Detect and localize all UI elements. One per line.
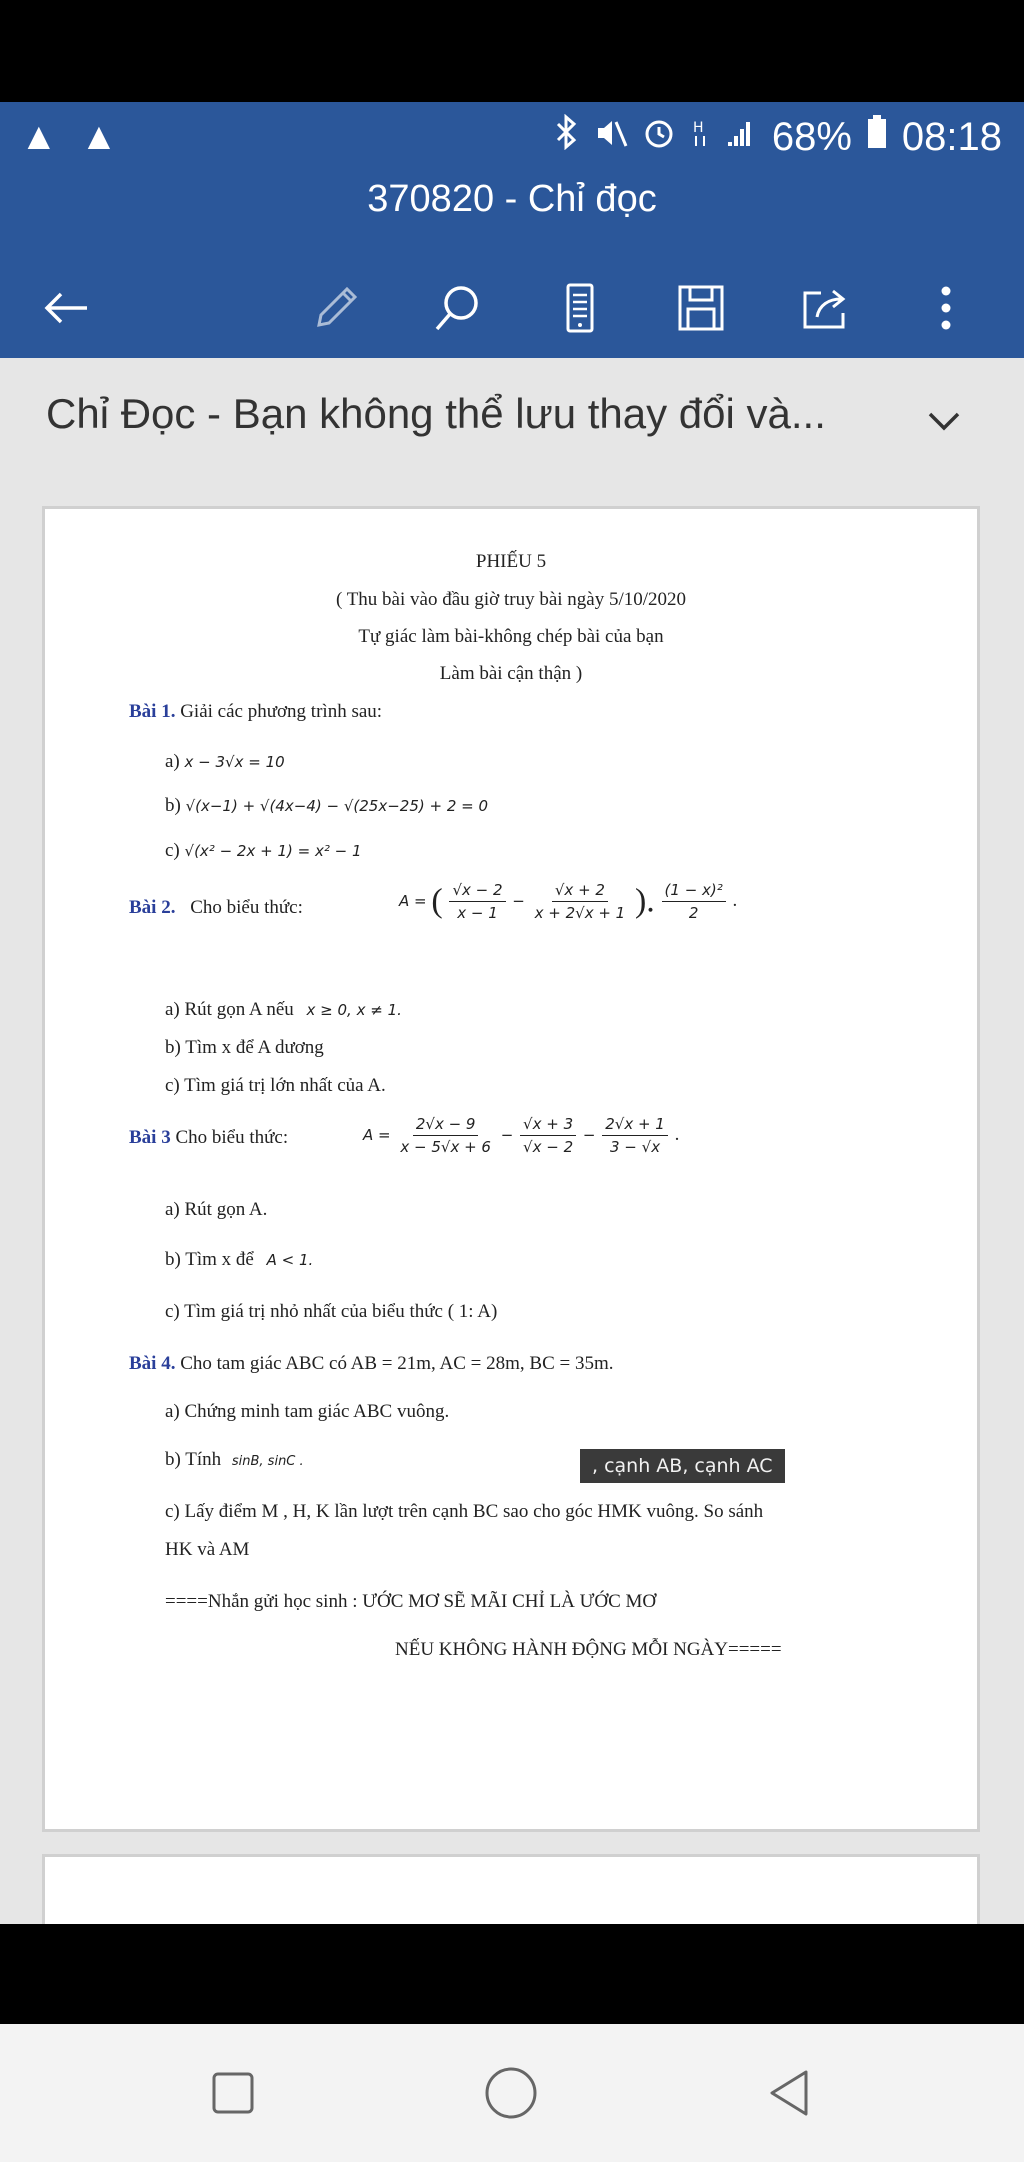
- doc-subtitle-2: Tự giác làm bài-không chép bài của bạn: [358, 626, 664, 647]
- bai4-a: a) Chứng minh tam giác ABC vuông.: [165, 1401, 450, 1422]
- bottom-black-bar: [0, 1924, 1024, 2024]
- bai3-f1-den: x − 5√x + 6: [400, 1138, 491, 1156]
- bai2-minus: −: [512, 891, 525, 910]
- bai2-f3-num: (1 − x)²: [662, 881, 726, 902]
- bai3-f2-num: √x + 3: [520, 1115, 576, 1136]
- bai2-heading: [129, 897, 303, 919]
- bai3-b: [165, 1249, 313, 1271]
- bai4-b: [165, 1449, 304, 1471]
- document-view[interactable]: [0, 486, 1024, 1924]
- bai2-frac-1: [449, 881, 505, 922]
- alarm-icon: [642, 115, 676, 160]
- doc-title: PHIẾU 5: [475, 551, 547, 572]
- warning-icons: ▲ ▲: [20, 116, 124, 158]
- network-type-icon: [690, 115, 710, 160]
- bai3-text: Cho biểu thức:: [175, 1127, 289, 1148]
- search-button[interactable]: [418, 268, 498, 348]
- read-only-banner[interactable]: [0, 358, 1024, 488]
- bai4-b-text: b) Tính: [165, 1449, 222, 1470]
- status-bar: [0, 102, 1024, 170]
- bai1-c-label: c): [165, 840, 180, 861]
- more-options-button[interactable]: [906, 268, 986, 348]
- bai4-c-line1: c) Lấy điểm M , H, K lần lượt trên cạnh BC sao cho góc HMK vuông. So sánh: [165, 1501, 764, 1522]
- bai2-lhs: A =: [399, 891, 427, 910]
- bai2-c: c) Tìm giá trị lớn nhất của A.: [165, 1075, 386, 1096]
- bai4-b-expr: sinB, sinC .: [231, 1454, 304, 1469]
- bai3-c: c) Tìm giá trị nhỏ nhất của biểu thức ( 1: A): [165, 1301, 498, 1322]
- battery-icon: [866, 114, 888, 160]
- mobile-view-button[interactable]: [540, 268, 620, 348]
- overlay-annotation: , cạnh AB, cạnh AC: [580, 1449, 785, 1483]
- bai3-expression: [363, 1115, 679, 1156]
- bai2-a-text: a) Rút gọn A nếu: [165, 999, 294, 1020]
- bai2-b: b) Tìm x để A dương: [165, 1037, 324, 1058]
- bai3-b-cond: A < 1.: [266, 1251, 314, 1269]
- banner-text: Chỉ Đọc - Bạn không thể lưu thay đổi và...: [46, 390, 826, 437]
- bai1-b: [165, 795, 488, 817]
- clock-time: 08:18: [901, 114, 1002, 159]
- bai2-f3-den: 2: [688, 904, 699, 922]
- bai2-text: Cho biểu thức:: [190, 897, 303, 918]
- bai2-a-cond: x ≥ 0, x ≠ 1.: [306, 1001, 402, 1019]
- chevron-down-icon[interactable]: [924, 400, 964, 440]
- toolbar: [0, 268, 1024, 348]
- bai1-b-label: b): [165, 795, 181, 816]
- bai1-c: [165, 840, 361, 862]
- bai4-text: Cho tam giác ABC có AB = 21m, AC = 28m, BC = 35m.: [180, 1353, 614, 1374]
- save-button[interactable]: [661, 268, 741, 348]
- bai2-f1-num: √x − 2: [449, 881, 505, 902]
- bai2-paren-close: ).: [634, 882, 655, 920]
- bai4-label: Bài 4.: [129, 1353, 176, 1374]
- bai1-b-expr: √(x−1) + √(4x−4) − √(25x−25) + 2 = 0: [185, 797, 489, 815]
- more-vertical-icon: [917, 279, 975, 337]
- bai3-lhs: A =: [363, 1125, 391, 1144]
- bai1-a-label: a): [165, 751, 180, 772]
- pencil-icon: [307, 279, 365, 337]
- document-page-2: [42, 1854, 980, 1924]
- bai3-f3-num: 2√x + 1: [602, 1115, 668, 1136]
- closing-line-1: ====Nhắn gửi học sinh : ƯỚC MƠ SẼ MÃI CHỈ LÀ ƯỚC MƠ: [165, 1591, 657, 1612]
- share-icon: [797, 279, 855, 337]
- status-right: [554, 114, 1002, 160]
- bai2-paren-open: (: [431, 882, 443, 920]
- battery-percent: 68%: [771, 114, 852, 159]
- share-button[interactable]: [786, 268, 866, 348]
- edit-button[interactable]: [296, 268, 376, 348]
- bluetooth-icon: [554, 114, 580, 160]
- bai4-c-line2: HK và AM: [165, 1539, 250, 1560]
- bai2-f2-den: x + 2√x + 1: [534, 904, 626, 922]
- bai3-heading: [129, 1127, 288, 1149]
- bai2-frac-3: [662, 881, 726, 922]
- bai3-period: .: [674, 1123, 680, 1145]
- signal-icon: [724, 115, 758, 160]
- bai1-c-expr: √(x² − 2x + 1) = x² − 1: [184, 842, 362, 860]
- mute-icon: [594, 115, 628, 160]
- app-bar: [0, 170, 1024, 358]
- document-page: [42, 506, 980, 1832]
- back-triangle-icon[interactable]: [762, 2066, 816, 2120]
- bai3-f1-num: 2√x − 9: [413, 1115, 479, 1136]
- bai2-period: .: [732, 889, 738, 911]
- bai3-b-text: b) Tìm x để: [165, 1249, 254, 1270]
- save-icon: [672, 279, 730, 337]
- bai1-label: Bài 1.: [129, 701, 176, 722]
- bai2-frac-2: [532, 881, 629, 922]
- bai1-a-expr: x − 3√x = 10: [184, 753, 285, 771]
- closing-line-2: NẾU KHÔNG HÀNH ĐỘNG MỖI NGÀY=====: [395, 1639, 782, 1660]
- bai2-f1-den: x − 1: [457, 904, 498, 922]
- back-button[interactable]: [26, 268, 106, 348]
- bai3-a: a) Rút gọn A.: [165, 1199, 268, 1220]
- bai3-frac-1: [397, 1115, 494, 1156]
- bai4-heading: [129, 1353, 613, 1375]
- svg-text:H: H: [692, 119, 704, 136]
- doc-subtitle-1: ( Thu bài vào đầu giờ truy bài ngày 5/10/2020: [335, 589, 687, 610]
- bai2-expression: [399, 881, 737, 922]
- bai2-a: [165, 999, 402, 1021]
- bai3-f2-den: √x − 2: [523, 1138, 574, 1156]
- search-icon: [429, 279, 487, 337]
- bai3-f3-den: 3 − √x: [609, 1138, 661, 1156]
- bai3-label: Bài 3: [129, 1127, 171, 1148]
- bai3-minus-2: −: [582, 1125, 596, 1144]
- navigation-bar: [0, 2024, 1024, 2162]
- doc-subtitle-3: Làm bài cận thận ): [439, 663, 583, 684]
- back-arrow-icon: [37, 279, 95, 337]
- bai3-frac-3: [602, 1115, 668, 1156]
- document-title: 370820 - Chỉ đọc: [367, 178, 657, 220]
- top-black-bar: [0, 0, 1024, 102]
- home-circle-icon[interactable]: [484, 2066, 538, 2120]
- bai2-label: Bài 2.: [129, 897, 176, 918]
- bai1-text: Giải các phương trình sau:: [180, 701, 383, 722]
- bai3-minus-1: −: [500, 1125, 514, 1144]
- bai1-a: [165, 751, 285, 773]
- bai2-f2-num: √x + 2: [552, 881, 608, 902]
- bai1-heading: [129, 701, 382, 723]
- recents-square-icon[interactable]: [206, 2066, 260, 2120]
- mobile-view-icon: [551, 279, 609, 337]
- bai3-frac-2: [520, 1115, 576, 1156]
